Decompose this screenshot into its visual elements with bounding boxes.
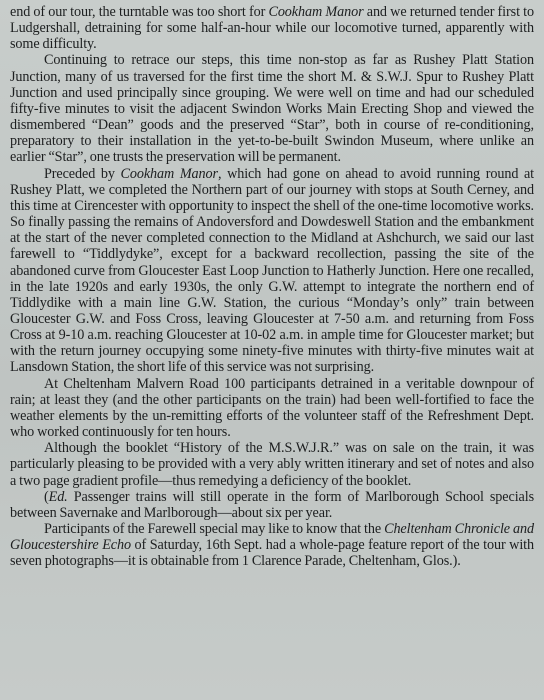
- newspaper-title: Cheltenham Chronicle and Gloucestershire Echo: [10, 521, 534, 554]
- editor-abbrev: Ed.: [48, 488, 68, 505]
- text-run: end of our tour, the turntable was too short for: [10, 4, 269, 20]
- text-run: Participants of the Farewell special may like to know that the: [44, 521, 385, 537]
- text-run: , which had gone on ahead to avoid running round at Rushey Platt, we completed the Northern part of our journey with stops at South Cerney, and this time at Cirencester with opportunity to inspect the shell of the one-time locomotive works. So finally passing the remains of Andoversford and Dowdeswell Station and the embankment at the start of the never completed connection to the Midland at Ashchurch, we said our last farewell to “Tiddlydyke”, except for a backward recollection, passing the site of the abandoned curve from Gloucester East Loop Junction to Hatherly Junction. Here one recalled, in the late 1920s and early 1930s, the only G.W. attempt to integrate the northern end of Tiddlydike with a main line G.W. Station, the curious “Monday’s only” train between Gloucester G.W. and Foss Cross, leaving Gloucester at 7-50 a.m. and returning from Foss Cross at 9-10 a.m. reaching Gloucester at 10-02 a.m. in ample time for Gloucester market; but with the return journey occupying some ninety-five minutes with thirty-five minutes wait at Lansdown Station, the short life of this service was not surprising.: [10, 165, 535, 376]
- loco-name: Cookham Manor: [120, 165, 218, 182]
- paragraph-newspaper-report: [10, 521, 534, 569]
- text-run: of Saturday, 16th Sept. had a whole-page feature report of the tour with seven photographs—it is obtainable from 1 Clarence Parade, Cheltenham, Glos.).: [10, 537, 534, 570]
- paragraph-cheltenham-arrival: [10, 376, 534, 441]
- paragraph-swindon-visit: [10, 52, 534, 165]
- text-run: Continuing to retrace our steps, this time non-stop as far as Rushey Platt Station Junction, many of us traversed for the first time the short M. & S.W.J. Spur to Rushey Platt Junction and used principally since grouping. We were well on time and had our scheduled fifty-five minutes to visit the adjacent Swindon Works Main Erecting Shop and viewed the dismembered “Dean” goods and the preserved “Star”, both in course of re-conditioning, preparatory to their installation in the yet-to-be-built Swindon Museum, where unlike an earlier “Star”, one trusts the preservation will be permanent.: [10, 52, 534, 166]
- text-run: At Cheltenham Malvern Road 100 participants detrained in a veritable downpour of rain; at least they (and the other participants on the train) had been well-fortified to face the weather elements by the un-remitting efforts of the volunteer staff of the Refreshment Dept. who worked continuously for ten hours.: [10, 375, 534, 441]
- loco-name: Cookham Manor: [268, 4, 364, 20]
- paragraph-booklet: [10, 440, 534, 488]
- paragraph-northern-journey: [10, 166, 534, 376]
- text-run: Passenger trains will still operate in the form of Marlborough School specials between Savernake and Marlborough—about six per year.: [10, 488, 534, 521]
- text-run: (: [44, 488, 49, 505]
- text-run: Preceded by: [44, 165, 121, 182]
- text-run: Although the booklet “History of the M.S.W.J.R.” was on sale on the train, it was particularly pleasing to be provided with a very ably written itinerary and set of notes and also a two page gradient profile—thus remedying a deficiency of the booklet.: [10, 440, 534, 489]
- paragraph-editor-note: [10, 489, 534, 521]
- paragraph-tour-end: [10, 4, 534, 52]
- text-run: and we returned tender first to Ludgershall, detraining for some half-an-hour while our locomotive turned, apparently with some difficulty.: [10, 4, 534, 53]
